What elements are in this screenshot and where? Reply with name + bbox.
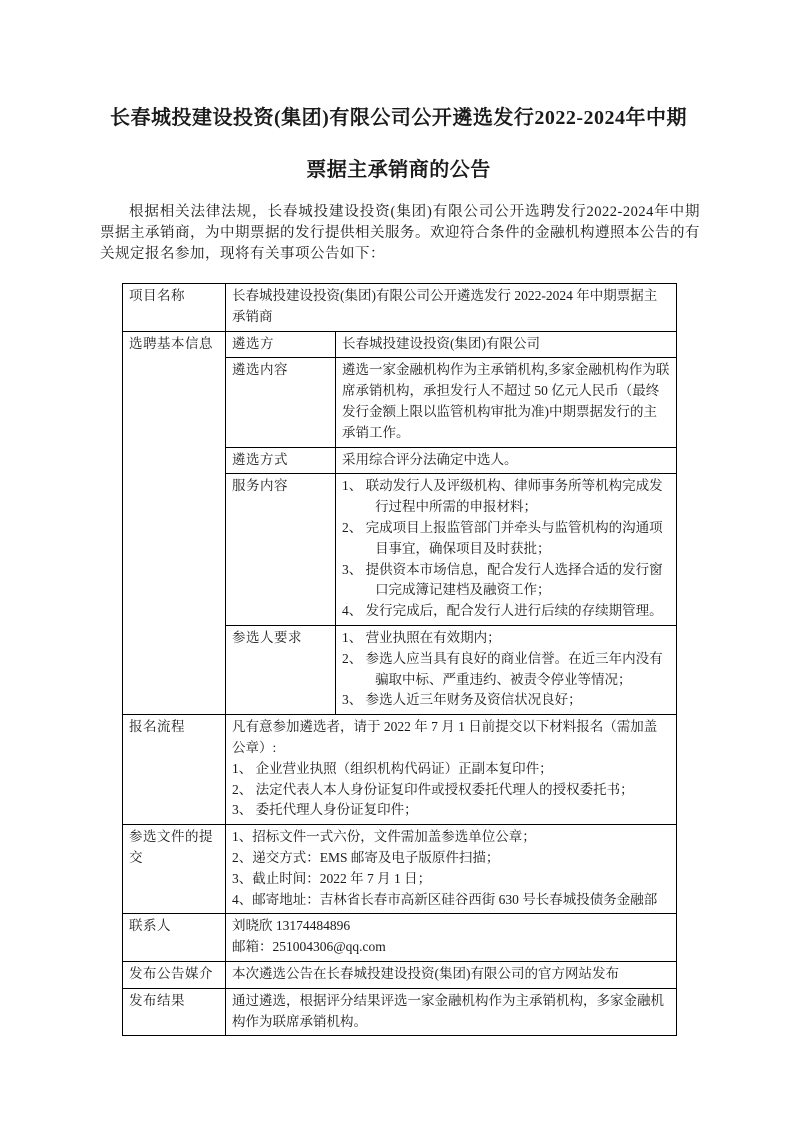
text-line: 2、 参选人应当具有良好的商业信誉。在近三年内没有骗取中标、严重违约、被责令停业等情况；: [342, 650, 663, 687]
text-line: 刘晓欣 13174484896: [232, 918, 351, 934]
text-line: 3、 委托代理人身份证复印件；: [232, 802, 418, 818]
text-line: 1、 联动发行人及评级机构、律师事务所等机构完成发行过程中所需的申报材料；: [342, 478, 663, 515]
applicant-requirements-value: [336, 625, 677, 714]
text-line: 2、 法定代表人本人身份证复印件或授权委托代理人的授权委托书；: [232, 781, 634, 797]
sub-label-applicant-requirements: 参选人要求: [226, 625, 336, 714]
text-line: 本次遴选公告在长春城投建设投资(集团)有限公司的官方网站发布: [232, 965, 619, 981]
text-line: 1、 企业营业执照（组织机构代码证）正副本复印件；: [232, 760, 553, 776]
contact-person-value: [226, 914, 677, 962]
row-document-submission: [123, 825, 677, 914]
row-label-publication-media: 发布公告媒介: [123, 961, 226, 988]
sub-label-selection-method: 遴选方式: [226, 447, 336, 474]
text-line: 3、 参选人近三年财务及资信状况良好；: [342, 692, 582, 708]
publication-result-value: [226, 988, 677, 1036]
sub-label-selector: 遴选方: [226, 331, 336, 358]
text-line: 凡有意参加遴选者，请于 2022 年 7 月 1 日前提交以下材料报名（需加盖公章）:: [232, 719, 658, 755]
text-line: 3、截止时间：2022 年 7 月 1 日；: [232, 870, 432, 886]
text-line: 通过遴选，根据评分结果评选一家金融机构作为主承销机构，多家金融机构作为联席承销机构。: [232, 992, 664, 1029]
row-project-name: [123, 284, 677, 332]
text-line: 4、 发行完成后，配合发行人进行后续的存续期管理。: [342, 603, 663, 619]
text-line: 1、 营业执照在有效期内；: [342, 629, 501, 645]
title-line-2: 票据主承销商的公告: [306, 159, 491, 181]
document-submission-value: [226, 825, 677, 914]
row-selector: [123, 331, 677, 358]
sub-label-service-content: 服务内容: [226, 474, 336, 626]
row-publication-media: [123, 961, 677, 988]
sub-label-selection-content: 遴选内容: [226, 358, 336, 447]
page-title: [100, 92, 697, 196]
text-line: 邮箱：251004306@qq.com: [232, 939, 386, 955]
selection-content-value: [336, 358, 677, 447]
text-line: 3、 提供资本市场信息，配合发行人选择合适的发行窗口完成簿记建档及融资工作；: [342, 561, 663, 598]
row-label-basic-info: 选聘基本信息: [123, 331, 226, 715]
row-label-document-submission: 参选文件的提交: [123, 825, 226, 914]
row-publication-result: [123, 988, 677, 1036]
text-line: 采用综合评分法确定中选人。: [342, 451, 518, 467]
text-line: 2、递交方式：EMS 邮寄及电子版原件扫描；: [232, 849, 500, 865]
project-name-value: 长春城投建设投资(集团)有限公司公开遴选发行 2022-2024 年中期票据主承销商: [226, 284, 677, 332]
publication-media-value: [226, 961, 677, 988]
registration-process-value: [226, 715, 677, 825]
row-label-publication-result: 发布结果: [123, 988, 226, 1036]
intro-paragraph: 根据相关法律法规，长春城投建设投资(集团)有限公司公开选聘发行2022-2024年中期票据主承销商，为中期票据的发行提供相关服务。欢迎符合条件的金融机构遵照本公告的有关规定报名参加，现将有关事项公告如下：: [100, 204, 700, 262]
row-label-project-name: 项目名称: [123, 284, 226, 332]
selection-method-value: [336, 447, 677, 474]
row-registration-process: [123, 715, 677, 825]
row-label-contact-person: 联系人: [123, 914, 226, 962]
service-content-value: [336, 474, 677, 626]
row-contact-person: [123, 914, 677, 962]
text-line: 4、邮寄地址：吉林省长春市高新区硅谷西街 630 号长春城投债务金融部: [232, 891, 658, 907]
text-line: 遴选一家金融机构作为主承销机构,多家金融机构作为联席承销机构，承担发行人不超过 50 亿元人民币（最终发行金额上限以监管机构审批为准)中期票据发行的主承销工作。: [342, 362, 670, 440]
announcement-table: [122, 283, 677, 1036]
title-line-1: 长春城投建设投资(集团)有限公司公开遴选发行2022-2024年中期: [110, 107, 687, 129]
text-line: 长春城投建设投资(集团)有限公司: [342, 335, 540, 351]
text-line: 1、招标文件一式六份，文件需加盖参选单位公章；: [232, 829, 536, 845]
text-line: 2、 完成项目上报监管部门并牵头与监管机构的沟通项目事宜，确保项目及时获批；: [342, 519, 663, 556]
row-label-registration-process: 报名流程: [123, 715, 226, 825]
selector-value: [336, 331, 677, 358]
